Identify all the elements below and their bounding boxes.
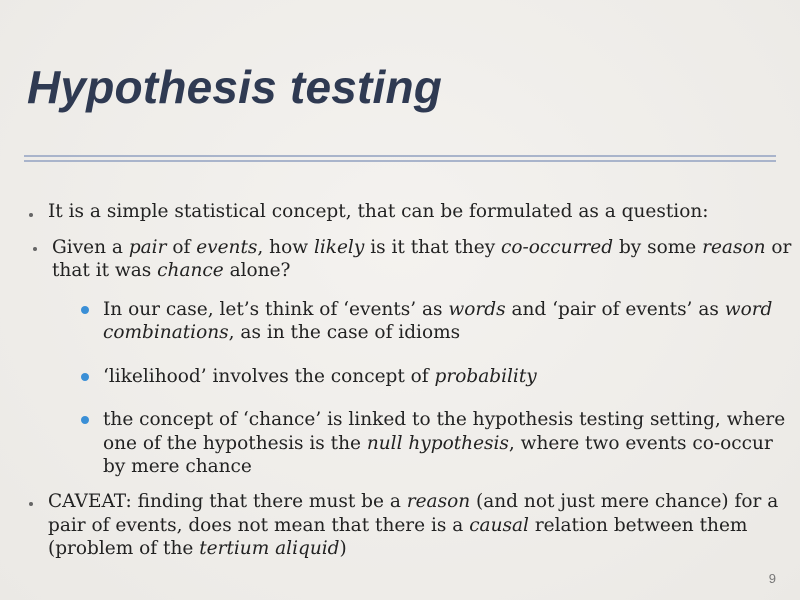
sub-bullet-text-1-line-2: combinations, as in the case of idioms [103,322,461,343]
sub-bullet-text-3-line-2: one of the hypothesis is the null hypothesis, where two events co-occur [103,433,773,454]
bullet-text-6-line-2: pair of events, does not mean that there is a causal relation between them [48,515,748,536]
bullet-text-6-line-3: (problem of the tertium aliquid) [48,538,347,559]
title-divider-bottom [24,160,776,162]
slide-title: Hypothesis testing [27,61,443,113]
bullet-text-1: It is a simple statistical concept, that can be formulated as a question: [48,201,709,222]
bullet-text-2-line-1: Given a pair of events, how likely is it that they co-occurred by some reason or [52,237,792,258]
bullet-marker [29,213,33,217]
sub-bullet-text-3-line-1: the concept of ‘chance’ is linked to the hypothesis testing setting, where [103,409,786,430]
sub-bullet-text-3-line-3: by mere chance [103,456,252,477]
sub-bullet-marker [81,416,89,424]
page-number: 9 [768,571,776,586]
title-divider-top [24,155,776,157]
sub-bullet-text-1-line-1: In our case, let’s think of ‘events’ as words and ‘pair of events’ as word [103,299,773,320]
sub-bullet-text-2: ‘likelihood’ involves the concept of probability [103,366,537,387]
sub-bullet-marker [81,306,89,314]
bullet-marker [29,502,33,506]
bullet-marker [33,247,37,251]
bullet-text-2-line-2: that it was chance alone? [52,260,291,281]
bullet-text-6-line-1: CAVEAT: finding that there must be a reason (and not just mere chance) for a [48,491,779,512]
sub-bullet-marker [81,373,89,381]
